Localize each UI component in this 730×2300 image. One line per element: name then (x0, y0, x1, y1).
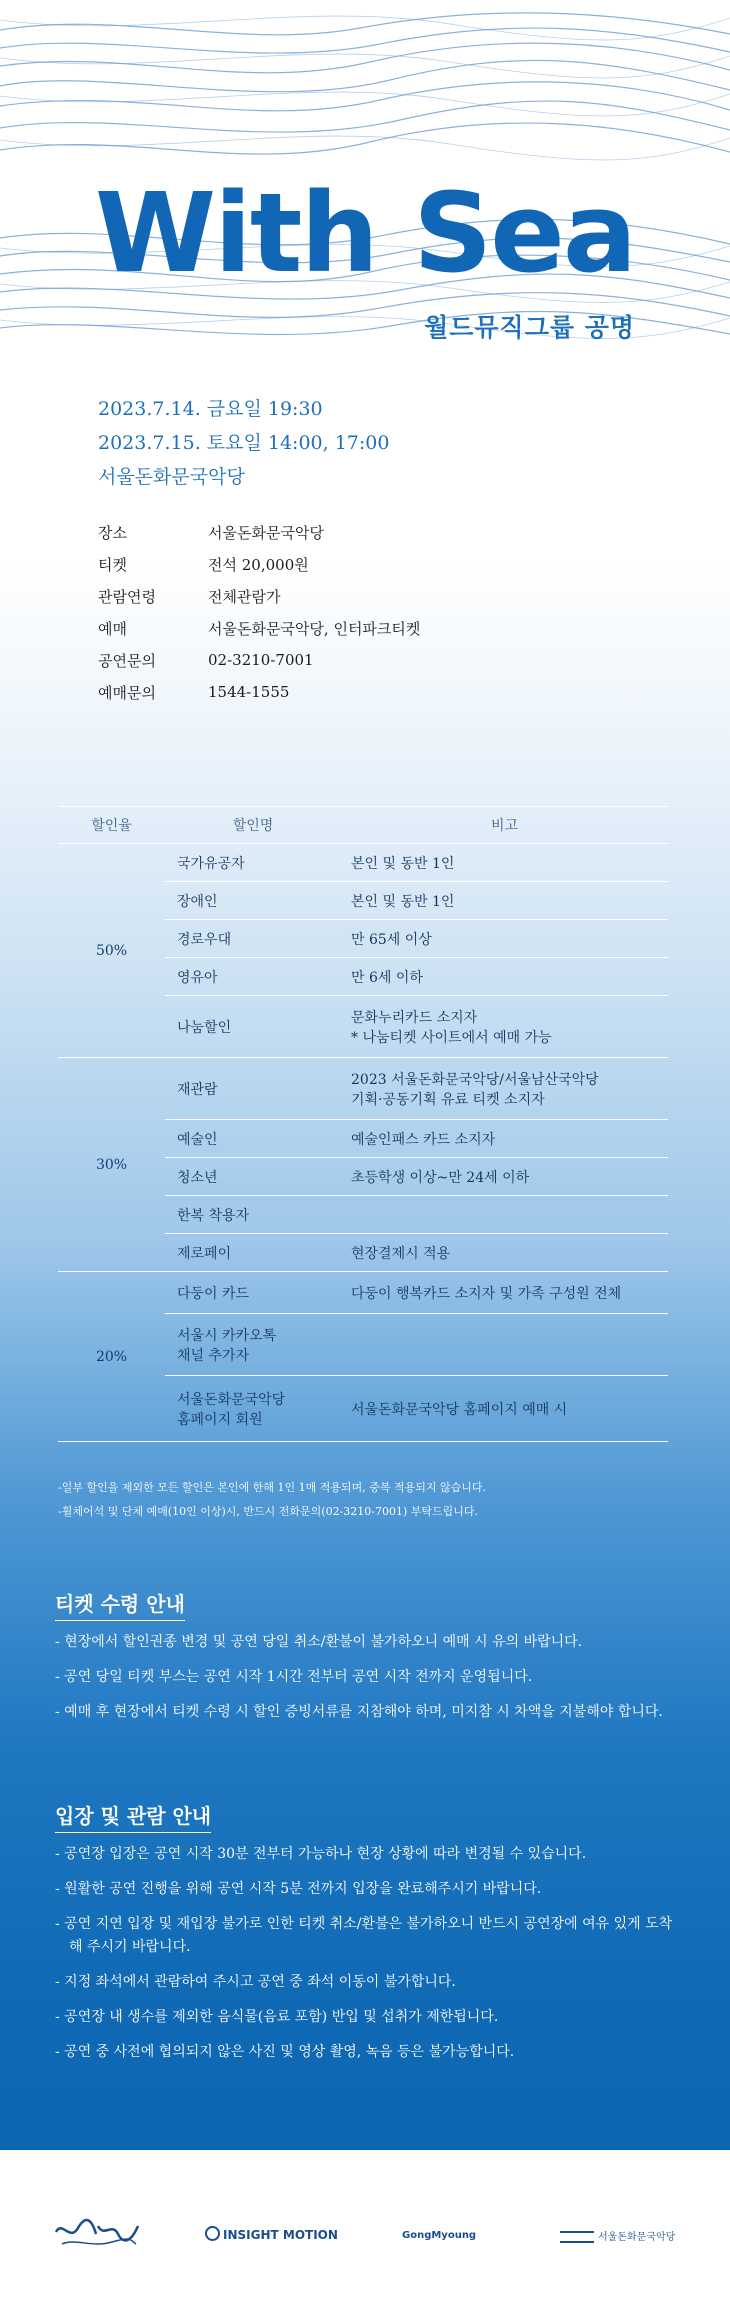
discount-note: 본인 및 동반 1인 (341, 882, 668, 920)
section-list (55, 1843, 685, 2064)
info-value: 1544-1555 (208, 683, 290, 701)
discount-name: 경로우대 (165, 920, 341, 958)
discount-table (58, 806, 668, 1442)
gongmyoung-logo: GongMyoung (402, 2230, 477, 2241)
discount-name (165, 1314, 341, 1376)
name-line: 홈페이지 회원 (177, 1411, 263, 1428)
discount-name: 예술인 (165, 1120, 341, 1158)
calligraphy-logo (52, 2212, 142, 2252)
note-line: * 나눔티켓 사이트에서 예매 가능 (351, 1029, 552, 1046)
discount-name: 청소년 (165, 1158, 341, 1196)
gugakdang-icon (560, 2231, 594, 2243)
discount-note (341, 1314, 668, 1376)
info-value: 02-3210-7001 (208, 651, 314, 669)
discount-note: 현장결제시 적용 (341, 1234, 668, 1272)
discount-note (341, 996, 668, 1058)
info-label: 공연문의 (98, 651, 156, 670)
ticket-section (55, 1588, 685, 1736)
list-item: - 예매 후 현장에서 티켓 수령 시 할인 증빙서류를 지참해야 하며, 미지참 시 차액을 지불해야 합니다. (55, 1704, 663, 1720)
discount-note: 초등학생 이상~만 24세 이하 (341, 1158, 668, 1196)
list-item: - 공연장 입장은 공연 시작 30분 전부터 가능하나 현장 상황에 따라 변경될 수 있습니다. (55, 1846, 587, 1862)
venue-heading: 서울돈화문국악당 (98, 466, 245, 488)
logo-text: INSIGHT MOTION (223, 2228, 338, 2242)
info-label: 관람연령 (98, 587, 156, 606)
table-header-row (58, 807, 668, 844)
discount-name: 나눔할인 (165, 996, 341, 1058)
discount-rate: 30% (58, 1058, 165, 1272)
section-title-text: 티켓 수령 안내 (55, 1592, 185, 1621)
date-line: 2023.7.15. 토요일 14:00, 17:00 (98, 432, 390, 454)
discount-name: 한복 착용자 (165, 1196, 341, 1234)
table-row (58, 1272, 668, 1314)
discount-name: 영유아 (165, 958, 341, 996)
insight-motion-logo (205, 2226, 338, 2242)
discount-note: 본인 및 동반 1인 (341, 844, 668, 882)
table-row (58, 844, 668, 882)
section-list (55, 1631, 685, 1724)
list-item: - 공연 지연 입장 및 재입장 불가로 인한 티켓 취소/환불은 불가하오니 반드시 공연장에 여유 있게 도착해 주시기 바랍니다. (55, 1916, 673, 1955)
discount-name: 다둥이 카드 (165, 1272, 341, 1314)
name-line: 서울돈화문국악당 (177, 1391, 286, 1408)
info-value: 서울돈화문국악당 (208, 523, 324, 542)
logo-text: 서울돈화문국악당 (598, 2232, 676, 2243)
list-item: - 현장에서 할인권종 변경 및 공연 당일 취소/환불이 불가하오니 예매 시 유의 바랍니다. (55, 1634, 583, 1650)
discount-name: 제로페이 (165, 1234, 341, 1272)
performance-dates (98, 392, 389, 460)
table-note: -휠체어석 및 단체 예매(10인 이상)시, 반드시 전화문의(02-3210-7001) 부탁드립니다. (58, 1505, 479, 1518)
discount-note: 서울돈화문국악당 홈페이지 예매 시 (341, 1376, 668, 1442)
list-item: - 원활한 공연 진행을 위해 공연 시작 5분 전까지 입장을 완료해주시기 바랍니다. (55, 1881, 542, 1897)
date-line: 2023.7.14. 금요일 19:30 (98, 398, 323, 420)
discount-note (341, 1196, 668, 1234)
discount-rate: 50% (58, 844, 165, 1058)
discount-name: 장애인 (165, 882, 341, 920)
section-title (55, 1588, 685, 1617)
table-note: -일부 할인을 제외한 모든 할인은 본인에 한해 1인 1매 적용되며, 중복 적용되지 않습니다. (58, 1481, 486, 1494)
footer (0, 2150, 730, 2300)
list-item: - 공연장 내 생수를 제외한 음식물(음료 포함) 반입 및 섭취가 제한됩니다. (55, 2009, 499, 2025)
entry-section (55, 1800, 685, 2076)
discount-note: 만 6세 이하 (341, 958, 668, 996)
table-row (58, 1058, 668, 1120)
discount-name: 재관람 (165, 1058, 341, 1120)
discount-name: 국가유공자 (165, 844, 341, 882)
name-line: 서울시 카카오톡 (177, 1327, 277, 1344)
discount-rate: 20% (58, 1272, 165, 1442)
info-value: 전체관람가 (208, 587, 281, 606)
info-row (98, 516, 420, 548)
info-value: 전석 20,000원 (208, 555, 309, 574)
list-item: - 공연 중 사전에 협의되지 않은 사진 및 영상 촬영, 녹음 등은 불가능합니다. (55, 2044, 515, 2060)
list-item: - 지정 좌석에서 관람하여 주시고 공연 중 좌석 이동이 불가합니다. (55, 1974, 456, 1990)
hero-title: With Sea (94, 169, 636, 297)
info-row (98, 676, 420, 708)
info-row (98, 644, 420, 676)
info-row (98, 548, 420, 580)
list-item: - 공연 당일 티켓 부스는 공연 시작 1시간 전부터 공연 시작 전까지 운영됩니다. (55, 1669, 533, 1685)
info-label: 예매 (98, 619, 127, 638)
logo-icon (205, 2226, 220, 2241)
discount-name (165, 1376, 341, 1442)
info-label: 예매문의 (98, 683, 156, 702)
note-line: 2023 서울돈화문국악당/서울남산국악당 (351, 1071, 599, 1088)
info-row (98, 612, 420, 644)
info-label: 장소 (98, 523, 127, 542)
hero-subtitle: 월드뮤직그룹 공명 (424, 313, 635, 342)
info-list (98, 516, 420, 708)
info-row (98, 580, 420, 612)
section-title-text: 입장 및 관람 안내 (55, 1804, 211, 1833)
column-header: 비고 (341, 807, 668, 844)
discount-note (341, 1058, 668, 1120)
column-header: 할인명 (165, 807, 341, 844)
dhm-gugakdang-logo (560, 2228, 675, 2243)
column-header: 할인율 (58, 807, 165, 844)
table-notes (58, 1476, 486, 1524)
discount-note: 만 65세 이상 (341, 920, 668, 958)
note-line: 기획·공동기획 유료 티켓 소지자 (351, 1091, 545, 1108)
name-line: 채널 추가자 (177, 1347, 250, 1364)
discount-note: 다둥이 행복카드 소지자 및 가족 구성원 전체 (341, 1272, 668, 1314)
info-value: 서울돈화문국악당, 인터파크티켓 (208, 619, 421, 638)
note-line: 문화누리카드 소지자 (351, 1009, 478, 1026)
info-label: 티켓 (98, 555, 127, 574)
discount-note: 예술인패스 카드 소지자 (341, 1120, 668, 1158)
section-title (55, 1800, 685, 1829)
